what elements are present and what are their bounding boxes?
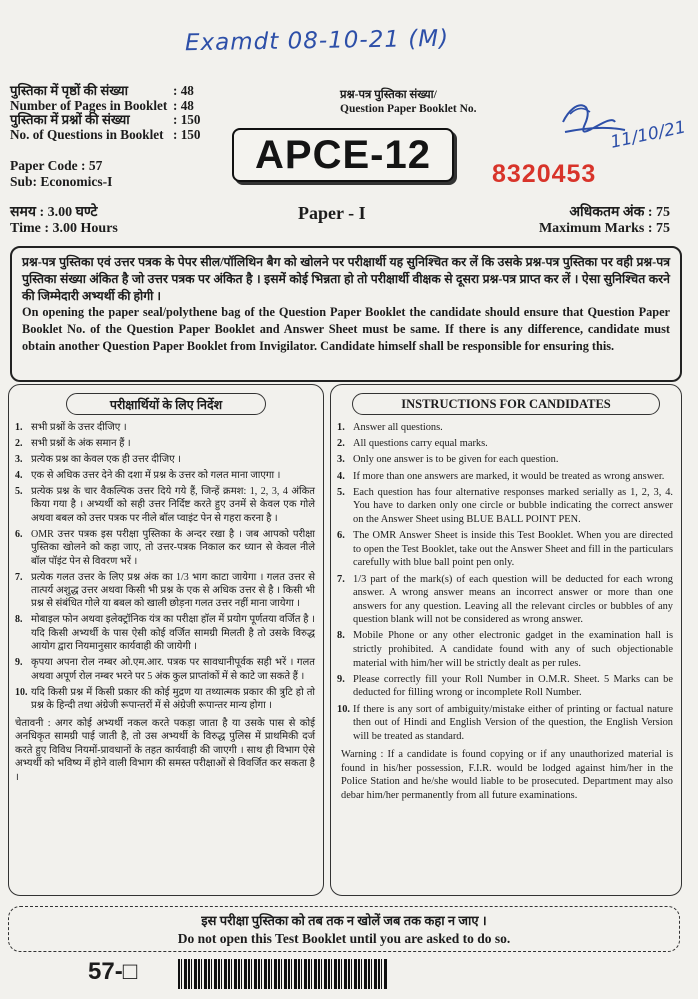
hindi-warning: चेतावनी : अगर कोई अभ्यर्थी नकल करते पकड़ा जाता है या उसके पास से कोई अनधिकृत सामग्री पाई जाती है, तो उस अभ्यर्थी के विरुद्ध पुलिस में प्राथमिकी दर्ज करते हुए विविध नियमों-प्रावधानों के तहत कार्यवाही की जाएगी । साथ ही विभाग ऐसे अभ्यर्थी को भविष्य में होने वाली विभाग की समस्त परीक्षाओं से विवर्जित कर सकता है ।: [15, 718, 315, 783]
list-item: 8. मोबाइल फोन अथवा इलेक्ट्रॉनिक यंत्र का परीक्षा हॉल में प्रयोग पूर्णतया वर्जित है । यदि किसी अभ्यर्थी के पास ऐसी कोई वर्जित सामग्री मिलती है तो उसके विरुद्ध आयोग द्वारा नियमानुसार कार्यवाही की जायेगी ।: [15, 614, 315, 653]
hindi-instructions-panel: [8, 384, 324, 896]
do-not-open-hi: इस परीक्षा पुस्तिका को तब तक न खोलें जब तक कहा न जाए ।: [201, 913, 487, 928]
list-item: 5. Each question has four alternative responses marked serially as 1, 2, 3, 4. You have to darken only one circle or bubble indicating the correct answer on the Answer Sheet using BLUE BALL POINT PEN.: [337, 486, 673, 525]
do-not-open-notice: [8, 906, 680, 952]
english-instructions-list: [331, 421, 681, 743]
marks-block: [539, 205, 670, 237]
barcode: [178, 959, 388, 989]
english-warning: Warning : If a candidate is found copying or if any unauthorized material is found in his/her possession, F.I.R. would be lodged against him/her in the Police Station and he/she would liable to be prosecuted. Department may also debar him/her permanently from all future examinations.: [341, 749, 673, 801]
marks-hi: अधिकतम अंक : 75: [569, 205, 670, 220]
page-code: 57-□: [88, 958, 138, 985]
time-block: [10, 205, 118, 237]
booklet-number-label-hi: प्रश्न-पत्र पुस्तिका संख्या/: [340, 89, 437, 101]
time-hi: समय : 3.00 घण्टे: [10, 205, 98, 220]
hindi-instructions-title: परीक्षार्थियों के लिए निर्देश: [66, 393, 266, 415]
hindi-instructions-list: [9, 421, 323, 712]
subject: Sub: Economics-I: [10, 174, 113, 189]
marks-en: Maximum Marks : 75: [538, 221, 670, 236]
list-item: 1. सभी प्रश्नों के उत्तर दीजिए ।: [15, 422, 127, 433]
meta-row: Number of Pages in Booklet : 48: [10, 97, 194, 113]
english-instructions-title: INSTRUCTIONS FOR CANDIDATES: [352, 393, 660, 415]
paper-code: Paper Code : 57: [10, 158, 103, 173]
list-item: 10. यदि किसी प्रश्न में किसी प्रकार की कोई मुद्रण या तथ्यात्मक प्रकार की त्रुटि हो तो प्रश्न के हिन्दी तथा अंग्रेजी रूपान्तरों में से अंग्रेजी रूपान्तर मान्य होगा ।: [15, 686, 315, 712]
exam-code-box: APCE-12: [232, 128, 454, 182]
list-item: 4. एक से अधिक उत्तर देने की दशा में प्रश्न के उत्तर को गलत माना जाएगा ।: [15, 470, 281, 481]
list-item: 2. All questions carry equal marks.: [337, 438, 488, 450]
do-not-open-en: Do not open this Test Booklet until you are asked to do so.: [177, 931, 511, 946]
booklet-number-label-en: Question Paper Booklet No.: [340, 103, 477, 115]
english-instructions-panel: [330, 384, 682, 896]
paper-code-block: [10, 158, 112, 190]
handwritten-note: Examdt 08-10-21 (M): [184, 25, 450, 57]
time-en: Time : 3.00 Hours: [10, 221, 118, 236]
meta-row: पुस्तिका में प्रश्नों की संख्या : 150: [10, 112, 201, 128]
list-item: 9. कृपया अपना रोल नम्बर ओ.एम.आर. पत्रक पर सावधानीपूर्वक सही भरें । गलत अथवा अपूर्ण रोल नम्बर भरने पर 5 अंक कुल प्राप्तांकों में से काटे जा सकते हैं ।: [15, 657, 315, 682]
list-item: 7. प्रत्येक गलत उत्तर के लिए प्रश्न अंक का 1/3 भाग काटा जायेगा । गलत उत्तर से तात्पर्य अशुद्ध उत्तर अथवा किसी भी प्रश्न के एक से अधिक उत्तर से है । किसी भी प्रश्न से संबंधित गोले या बबल को खाली छोड़ना गलत उत्तर नहीं माना जायेगा ।: [15, 571, 315, 610]
meta-row: पुस्तिका में पृष्ठों की संख्या : 48: [10, 83, 194, 98]
booklet-meta: [10, 84, 200, 142]
booklet-number-label: [340, 88, 477, 116]
list-item: 8. Mobile Phone or any other electronic gadget in the examination hall is strictly prohibited. A candidate found with any of such objectionable material with him/her will be strictly dealt as per rules.: [337, 630, 673, 669]
list-item: 3. प्रत्येक प्रश्न का केवल एक ही उत्तर दीजिए ।: [15, 454, 181, 465]
list-item: 9. Please correctly fill your Roll Number in O.M.R. Sheet. 5 Marks can be deducted for filling wrong or incomplete Roll Number.: [337, 673, 673, 699]
list-item: 1. Answer all questions.: [337, 422, 443, 433]
list-item: 2. सभी प्रश्नों के अंक समान हैं ।: [15, 438, 131, 449]
seal-notice-en: On opening the paper seal/polythene bag of the Question Paper Booklet the candidate should ensure that Question Paper Booklet No. of the Question Paper Booklet and Answer Sheet must be same. If there is any difference, candidate must obtain another Question Paper Booklet from Invigilator. Candidate himself shall be responsible for ensuring this.: [22, 305, 670, 353]
signature-date: 11/10/21: [608, 117, 688, 153]
list-item: 6. OMR उत्तर पत्रक इस परीक्षा पुस्तिका के अन्दर रखा है । जब आपको परीक्षा पुस्तिका खोलने को कहा जाए, तो उत्तर-पत्रक निकाल कर ध्यान से केवल नीले बॉल पॉइंट पेन से विवरण भरें ।: [15, 528, 315, 567]
list-item: 6. The OMR Answer Sheet is inside this Test Booklet. When you are directed to open the Test Booklet, take out the Answer Sheet and fill in the particulars carefully with blue ball point pen only.: [337, 530, 673, 569]
booklet-serial-number: 8320453: [492, 160, 597, 188]
paper-title: Paper - I: [298, 203, 366, 223]
list-item: 3. Only one answer is to be given for each question.: [337, 454, 559, 466]
seal-notice-hi: प्रश्न-पत्र पुस्तिका एवं उत्तर पत्रक के पेपर सील/पॉलिथिन बैग को खोलने पर परीक्षार्थी यह सुनिश्चित कर लें कि उसके प्रश्न-पत्र पुस्तिका पर वही प्रश्न-पत्र पुस्तिका संख्या अंकित है जो उत्तर पत्रक पर अंकित है । इसमें कोई भिन्नता हो तो परीक्षार्थी वीक्षक से दूसरा प्रश्न-पत्र प्राप्त कर लें । ऐसा सुनिश्चित करने की जिम्मेदारी अभ्यर्थी की होगी ।: [22, 255, 670, 303]
list-item: 10. If there is any sort of ambiguity/mistake either of printing or factual nature then out of Hindi and English Version of the question, the English Version will be treated as standard.: [337, 703, 673, 742]
meta-row: No. of Questions in Booklet : 150: [10, 126, 201, 142]
list-item: 4. If more than one answers are marked, it would be treated as wrong answer.: [337, 470, 665, 482]
list-item: 5. प्रत्येक प्रश्न के चार वैकल्पिक उत्तर दिये गये हैं, जिन्हें क्रमश: 1, 2, 3, 4 अंकित किया गया है । अभ्यर्थी को सही उत्तर निर्दिष्ट करते हुए उनमें से केवल एक गोले अथवा बबल को उत्तर पत्रक पर नीले बॉल प्वाइंट पेन से गहरा करना है ।: [15, 486, 315, 524]
seal-notice: [10, 246, 682, 382]
list-item: 7. 1/3 part of the mark(s) of each question will be deducted for each wrong answer. A wrong answer means an incorrect answer or more than one answers for any question. Leaving all the relevant circles or bubbles of any question blank will not be considered as wrong answer.: [337, 573, 673, 626]
